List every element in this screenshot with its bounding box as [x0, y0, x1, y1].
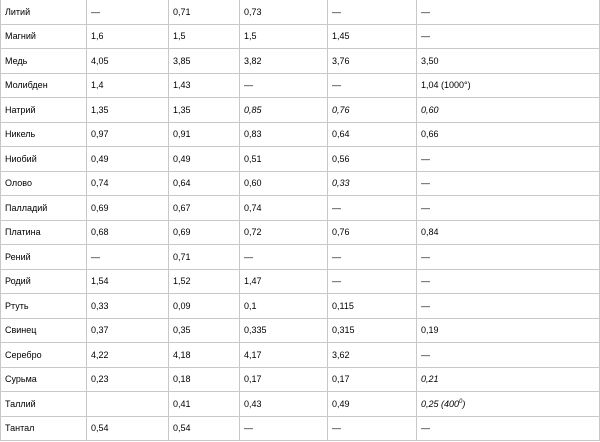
value-cell [240, 318, 328, 343]
cell-text: 1,4 [91, 80, 104, 91]
table-row [1, 98, 600, 123]
value-cell [240, 367, 328, 392]
value-cell [87, 245, 169, 270]
cell-text: 0,35 [173, 325, 191, 336]
value-cell [87, 0, 169, 24]
value-cell [87, 269, 169, 294]
value-cell [328, 122, 417, 147]
cell-text: 4,18 [173, 349, 191, 360]
cell-text: — [421, 6, 430, 17]
table-row [1, 147, 600, 172]
cell-text: 0,33 [332, 178, 350, 189]
cell-text: Медь [5, 55, 28, 66]
cell-text: Рений [5, 251, 31, 262]
value-cell [169, 367, 240, 392]
cell-text: 1,43 [173, 80, 191, 91]
cell-text: 0,64 [173, 178, 191, 189]
cell-text: 0,73 [244, 6, 262, 17]
cell-text: — [421, 423, 430, 434]
cell-text: 0,91 [173, 129, 191, 140]
cell-text: 0,18 [173, 374, 191, 385]
cell-text: 0,76 [332, 227, 350, 238]
value-cell [169, 171, 240, 196]
cell-text: 0,23 [91, 374, 109, 385]
value-cell [87, 392, 169, 417]
cell-text-suffix: ) [462, 398, 466, 409]
cell-text: — [421, 251, 430, 262]
cell-text: Платина [5, 227, 41, 238]
cell-text: 0,17 [332, 374, 350, 385]
cell-text: 0,85 [244, 104, 262, 115]
metal-name-cell [1, 294, 87, 319]
metal-name-cell [1, 171, 87, 196]
cell-text: 4,22 [91, 349, 109, 360]
value-cell [240, 392, 328, 417]
value-cell [240, 416, 328, 441]
value-cell [169, 147, 240, 172]
cell-text: 0,115 [332, 300, 354, 311]
value-cell [169, 343, 240, 368]
value-cell [328, 171, 417, 196]
value-cell [417, 367, 600, 392]
value-cell [240, 269, 328, 294]
metal-name-cell [1, 0, 87, 24]
value-cell [417, 0, 600, 24]
value-cell [417, 416, 600, 441]
cell-text: 0,84 [421, 227, 439, 238]
value-cell [328, 196, 417, 221]
cell-text: 1,54 [91, 276, 109, 287]
value-cell [87, 196, 169, 221]
cell-text: 0,69 [173, 227, 191, 238]
value-cell [240, 24, 328, 49]
cell-text: Литий [5, 6, 31, 17]
value-cell [328, 0, 417, 24]
cell-text: Ртуть [5, 300, 29, 311]
value-cell [328, 220, 417, 245]
value-cell [240, 294, 328, 319]
metal-name-cell [1, 196, 87, 221]
cell-text: 4,17 [244, 349, 262, 360]
metal-name-cell [1, 318, 87, 343]
cell-text: Молибден [5, 80, 48, 91]
cell-text: 0,60 [244, 178, 262, 189]
value-cell [328, 49, 417, 74]
value-cell [417, 73, 600, 98]
table-row [1, 343, 600, 368]
table-row [1, 73, 600, 98]
table-row [1, 220, 600, 245]
cell-text: 0,66 [421, 129, 439, 140]
cell-text: Серебро [5, 349, 42, 360]
value-cell [417, 122, 600, 147]
cell-text: — [421, 276, 430, 287]
value-cell [169, 294, 240, 319]
value-cell [169, 49, 240, 74]
value-cell [417, 245, 600, 270]
cell-text: 1,45 [332, 31, 350, 42]
value-cell [87, 49, 169, 74]
value-cell [328, 245, 417, 270]
table-row [1, 318, 600, 343]
value-cell [87, 220, 169, 245]
metal-name-cell [1, 416, 87, 441]
cell-text: — [332, 423, 341, 434]
table-row [1, 392, 600, 417]
cell-text: 3,76 [332, 55, 350, 66]
cell-text: 1,6 [91, 31, 104, 42]
value-cell [417, 98, 600, 123]
cell-text: 0,25 (400 [421, 398, 460, 409]
cell-text: — [244, 80, 253, 91]
value-cell [240, 122, 328, 147]
cell-superscript: 0 [459, 398, 463, 405]
value-cell [417, 269, 600, 294]
value-cell [87, 73, 169, 98]
cell-text: Родий [5, 276, 31, 287]
value-cell [328, 392, 417, 417]
metal-name-cell [1, 73, 87, 98]
cell-text: 0,64 [332, 129, 350, 140]
metal-name-cell [1, 392, 87, 417]
cell-text: 0,17 [244, 374, 262, 385]
cell-text: Олово [5, 178, 32, 189]
cell-text: 0,19 [421, 325, 439, 336]
table-body [1, 0, 600, 441]
cell-text: 0,60 [421, 104, 439, 115]
value-cell [169, 122, 240, 147]
metal-name-cell [1, 122, 87, 147]
cell-text: Палладий [5, 202, 48, 213]
cell-text: 3,62 [332, 349, 350, 360]
cell-text: 0,1 [244, 300, 257, 311]
cell-text: 0,67 [173, 202, 191, 213]
value-cell [87, 147, 169, 172]
value-cell [87, 24, 169, 49]
table-row [1, 416, 600, 441]
metal-name-cell [1, 49, 87, 74]
cell-text: 0,49 [173, 153, 191, 164]
cell-text: — [91, 6, 100, 17]
value-cell [169, 220, 240, 245]
value-cell [328, 343, 417, 368]
cell-text: 0,76 [332, 104, 350, 115]
metal-name-cell [1, 343, 87, 368]
cell-text: 0,49 [332, 398, 350, 409]
table-row [1, 171, 600, 196]
cell-text: — [244, 423, 253, 434]
value-cell [87, 343, 169, 368]
cell-text: 0,74 [244, 202, 262, 213]
cell-text: — [332, 276, 341, 287]
value-cell [169, 73, 240, 98]
value-cell [169, 0, 240, 24]
cell-text: 3,85 [173, 55, 191, 66]
value-cell [240, 147, 328, 172]
value-cell [169, 318, 240, 343]
cell-text: 0,51 [244, 153, 262, 164]
cell-text: Никель [5, 129, 36, 140]
value-cell [417, 294, 600, 319]
cell-text: 0,09 [173, 300, 191, 311]
value-cell [240, 171, 328, 196]
cell-text: 3,50 [421, 55, 439, 66]
cell-text: 0,54 [91, 423, 109, 434]
cell-text: 0,97 [91, 129, 109, 140]
value-cell [169, 98, 240, 123]
value-cell [328, 294, 417, 319]
table-row [1, 269, 600, 294]
cell-text: Тантал [5, 423, 35, 434]
value-cell [240, 98, 328, 123]
cell-text: — [421, 178, 430, 189]
cell-text: — [332, 202, 341, 213]
cell-text: 0,71 [173, 251, 191, 262]
value-cell [240, 49, 328, 74]
cell-text: 0,83 [244, 129, 262, 140]
cell-text: — [332, 6, 341, 17]
cell-text: 0,72 [244, 227, 262, 238]
cell-text: Натрий [5, 104, 36, 115]
value-cell [87, 122, 169, 147]
value-cell [240, 245, 328, 270]
table-row [1, 245, 600, 270]
cell-text: Таллий [5, 398, 36, 409]
table-row [1, 367, 600, 392]
value-cell [417, 24, 600, 49]
cell-text: 0,68 [91, 227, 109, 238]
table-row [1, 294, 600, 319]
cell-text: 1,52 [173, 276, 191, 287]
value-cell [87, 367, 169, 392]
table-row [1, 49, 600, 74]
cell-text: 0,21 [421, 374, 439, 385]
cell-text: 0,74 [91, 178, 109, 189]
cell-text: 0,335 [244, 325, 267, 336]
cell-text: — [421, 202, 430, 213]
cell-text: — [332, 80, 341, 91]
cell-text: — [421, 31, 430, 42]
value-cell [169, 196, 240, 221]
cell-text: 1,35 [173, 104, 191, 115]
value-cell [328, 367, 417, 392]
cell-text: — [421, 349, 430, 360]
value-cell [417, 343, 600, 368]
value-cell [417, 220, 600, 245]
value-cell [417, 49, 600, 74]
cell-text: 0,315 [332, 325, 355, 336]
table-row [1, 196, 600, 221]
table-row [1, 0, 600, 24]
cell-text: 1,47 [244, 276, 262, 287]
value-cell [169, 392, 240, 417]
value-cell [328, 73, 417, 98]
value-cell [240, 0, 328, 24]
value-cell [417, 196, 600, 221]
value-cell [417, 171, 600, 196]
metal-name-cell [1, 245, 87, 270]
metal-name-cell [1, 24, 87, 49]
cell-text: 3,82 [244, 55, 262, 66]
cell-text: 0,49 [91, 153, 109, 164]
cell-text: 0,37 [91, 325, 109, 336]
cell-text: 0,33 [91, 300, 109, 311]
metal-name-cell [1, 98, 87, 123]
value-cell [328, 416, 417, 441]
cell-text: Ниобий [5, 153, 37, 164]
cell-text: — [91, 251, 100, 262]
cell-text: Магний [5, 31, 36, 42]
value-cell [169, 24, 240, 49]
metal-name-cell [1, 220, 87, 245]
value-cell [87, 171, 169, 196]
value-cell [87, 318, 169, 343]
metal-name-cell [1, 147, 87, 172]
cell-text: — [421, 300, 430, 311]
cell-text: 4,05 [91, 55, 109, 66]
cell-text: 1,35 [91, 104, 109, 115]
value-cell [417, 318, 600, 343]
value-cell [240, 220, 328, 245]
cell-text: 0,43 [244, 398, 262, 409]
value-cell [328, 24, 417, 49]
cell-text: Сурьма [5, 374, 37, 385]
value-cell [328, 269, 417, 294]
cell-text: — [332, 251, 341, 262]
value-cell [87, 294, 169, 319]
cell-text: 1,5 [173, 31, 186, 42]
table-row [1, 24, 600, 49]
value-cell [240, 196, 328, 221]
value-cell [328, 318, 417, 343]
value-cell [87, 416, 169, 441]
cell-text: 0,71 [173, 6, 191, 17]
value-cell [417, 147, 600, 172]
value-cell [169, 245, 240, 270]
value-cell [240, 73, 328, 98]
value-cell [417, 392, 600, 417]
cell-text: Свинец [5, 325, 37, 336]
cell-text: — [421, 153, 430, 164]
table-row [1, 122, 600, 147]
metal-name-cell [1, 367, 87, 392]
cell-text: 0,56 [332, 153, 350, 164]
metal-name-cell [1, 269, 87, 294]
value-cell [169, 269, 240, 294]
cell-text: 1,5 [244, 31, 257, 42]
cell-text: — [244, 251, 253, 262]
cell-text: 1,04 (1000°) [421, 80, 471, 91]
cell-text: 0,54 [173, 423, 191, 434]
cell-text: 0,41 [173, 398, 191, 409]
value-cell [328, 147, 417, 172]
value-cell [87, 98, 169, 123]
cell-text: 0,69 [91, 202, 109, 213]
value-cell [169, 416, 240, 441]
value-cell [240, 343, 328, 368]
value-cell [328, 98, 417, 123]
